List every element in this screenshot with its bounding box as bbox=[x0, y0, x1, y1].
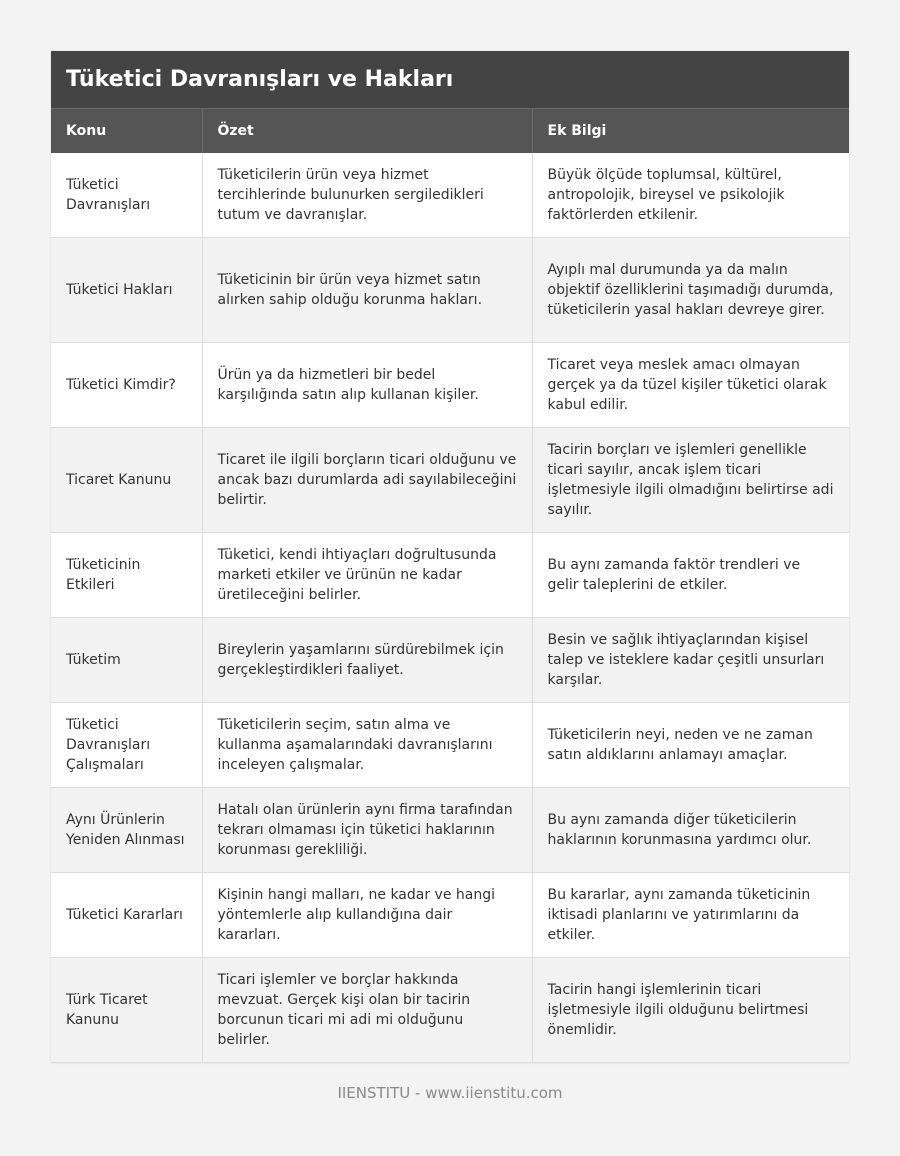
cell-ozet: Ticaret ile ilgili borçların ticari olduğunu ve ancak bazı durumlarda adi sayılabileceğini belirtir. bbox=[202, 428, 532, 533]
table-row bbox=[51, 873, 849, 958]
cell-konu: Türk Ticaret Kanunu bbox=[51, 958, 202, 1063]
cell-konu: Tüketici Davranışları Çalışmaları bbox=[51, 703, 202, 788]
column-header-ek-bilgi: Ek Bilgi bbox=[532, 109, 849, 153]
cell-ozet: Ürün ya da hizmetleri bir bedel karşılığında satın alıp kullanan kişiler. bbox=[202, 343, 532, 428]
cell-ek-bilgi: Ayıplı mal durumunda ya da malın objektif özelliklerini taşımadığı durumda, tüketicilerin yasal hakları devreye girer. bbox=[532, 238, 849, 343]
page-title: Tüketici Davranışları ve Hakları bbox=[51, 51, 849, 108]
cell-konu: Ticaret Kanunu bbox=[51, 428, 202, 533]
cell-ozet: Kişinin hangi malları, ne kadar ve hangi yöntemlerle alıp kullandığına dair kararları. bbox=[202, 873, 532, 958]
cell-ozet: Ticari işlemler ve borçlar hakkında mevzuat. Gerçek kişi olan bir tacirin borcunun ticari mi adi mi olduğunu belirler. bbox=[202, 958, 532, 1063]
cell-ek-bilgi: Tacirin hangi işlemlerinin ticari işletmesiyle ilgili olduğunu belirtmesi önemlidir. bbox=[532, 958, 849, 1063]
cell-ozet: Tüketicinin bir ürün veya hizmet satın alırken sahip olduğu korunma hakları. bbox=[202, 238, 532, 343]
column-header-ozet: Özet bbox=[202, 109, 532, 153]
table-row bbox=[51, 343, 849, 428]
footer-credit: IIENSTITU - www.iienstitu.com bbox=[337, 1084, 563, 1102]
data-table bbox=[51, 108, 849, 1063]
cell-konu: Tüketici Kararları bbox=[51, 873, 202, 958]
table-row bbox=[51, 153, 849, 238]
cell-konu: Tüketici Davranışları bbox=[51, 153, 202, 238]
cell-ozet: Bireylerin yaşamlarını sürdürebilmek için gerçekleştirdikleri faaliyet. bbox=[202, 618, 532, 703]
cell-ozet: Tüketicilerin seçim, satın alma ve kullanma aşamalarındaki davranışlarını inceleyen çalışmalar. bbox=[202, 703, 532, 788]
cell-ek-bilgi: Tüketicilerin neyi, neden ve ne zaman satın aldıklarını anlamayı amaçlar. bbox=[532, 703, 849, 788]
cell-ozet: Hatalı olan ürünlerin aynı firma tarafından tekrarı olmaması için tüketici haklarının korunması gerekliliği. bbox=[202, 788, 532, 873]
table-row bbox=[51, 703, 849, 788]
table-row bbox=[51, 238, 849, 343]
cell-ek-bilgi: Bu aynı zamanda faktör trendleri ve gelir taleplerini de etkiler. bbox=[532, 533, 849, 618]
table-row bbox=[51, 618, 849, 703]
cell-ozet: Tüketici, kendi ihtiyaçları doğrultusunda marketi etkiler ve ürünün ne kadar üretileceğini belirler. bbox=[202, 533, 532, 618]
cell-ek-bilgi: Bu kararlar, aynı zamanda tüketicinin iktisadi planlarını ve yatırımlarını da etkiler. bbox=[532, 873, 849, 958]
table-row bbox=[51, 788, 849, 873]
cell-ek-bilgi: Besin ve sağlık ihtiyaçlarından kişisel talep ve isteklere kadar çeşitli unsurları karşılar. bbox=[532, 618, 849, 703]
table-row bbox=[51, 958, 849, 1063]
table-header-row bbox=[51, 109, 849, 153]
cell-ek-bilgi: Tacirin borçları ve işlemleri genellikle ticari sayılır, ancak işlem ticari işletmesiyle ilgili olmadığını belirtirse adi sayılır. bbox=[532, 428, 849, 533]
cell-konu: Tüketici Hakları bbox=[51, 238, 202, 343]
cell-konu: Tüketici Kimdir? bbox=[51, 343, 202, 428]
column-header-konu: Konu bbox=[51, 109, 202, 153]
table-card bbox=[51, 51, 849, 1063]
cell-konu: Tüketim bbox=[51, 618, 202, 703]
cell-konu: Tüketicinin Etkileri bbox=[51, 533, 202, 618]
cell-ek-bilgi: Bu aynı zamanda diğer tüketicilerin haklarının korunmasına yardımcı olur. bbox=[532, 788, 849, 873]
cell-konu: Aynı Ürünlerin Yeniden Alınması bbox=[51, 788, 202, 873]
table-row bbox=[51, 533, 849, 618]
cell-ek-bilgi: Büyük ölçüde toplumsal, kültürel, antropolojik, bireysel ve psikolojik faktörlerden etkilenir. bbox=[532, 153, 849, 238]
cell-ek-bilgi: Ticaret veya meslek amacı olmayan gerçek ya da tüzel kişiler tüketici olarak kabul edilir. bbox=[532, 343, 849, 428]
cell-ozet: Tüketicilerin ürün veya hizmet tercihlerinde bulunurken sergiledikleri tutum ve davranışlar. bbox=[202, 153, 532, 238]
table-row bbox=[51, 428, 849, 533]
